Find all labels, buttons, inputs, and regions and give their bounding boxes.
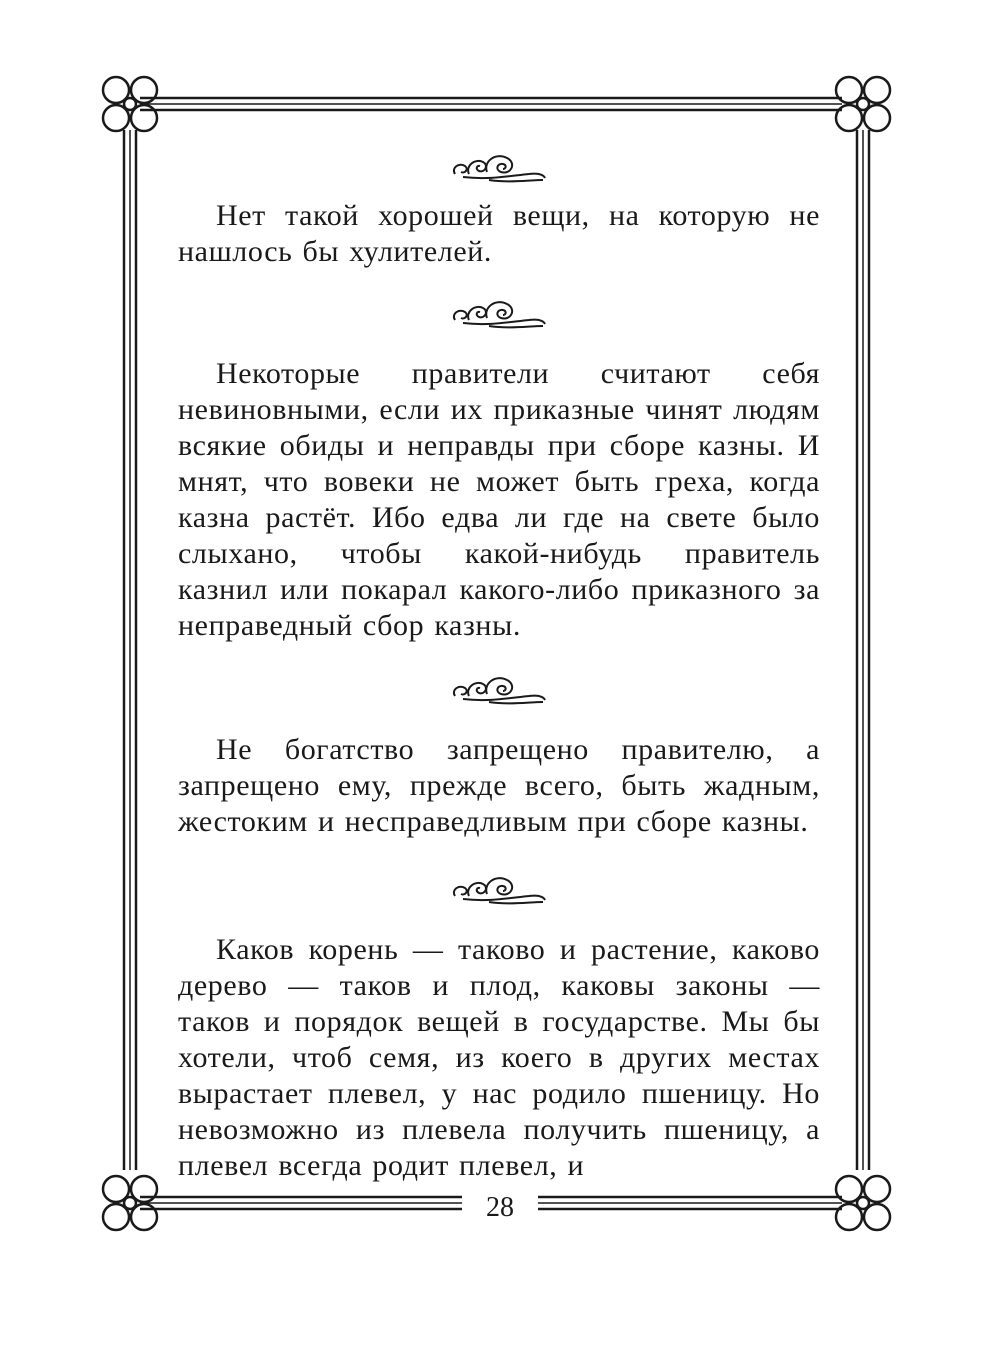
page-number: 28 xyxy=(486,1192,514,1223)
scroll-flourish-icon xyxy=(449,872,549,906)
scroll-flourish-icon xyxy=(449,296,549,330)
page-content xyxy=(178,150,820,1184)
paragraph-2: Некоторые правители считают себя невиновными, если их приказные чинят людям всякие обиды и неправды при сборе казны. И мнят, что вовеки не может быть греха, когда казна растёт. Ибо едва ли где на свете было слыхано, чтобы какой-нибудь правитель казнил или покарал какого-либо приказного за неправедный сбор казны. xyxy=(178,357,820,642)
scroll-flourish-icon xyxy=(449,672,549,706)
paragraph-4: Каков корень — таково и растение, каково дерево — таков и плод, каковы законы — таков и порядок вещей в государстве. Мы бы хотели, чтоб семя, из коего в других местах вырастает плевел, у нас родило пшеницу. Но невозможно из плевела получить пшеницу, а плевел всегда родит плевел, и xyxy=(178,933,820,1182)
celtic-knot-icon xyxy=(836,77,890,131)
paragraph-1: Нет такой хорошей вещи, на которую не нашлось бы хулителей. xyxy=(178,199,820,268)
scroll-flourish-icon xyxy=(449,150,549,184)
celtic-knot-icon xyxy=(836,1176,890,1230)
paragraph-3: Не богатство запрещено правителю, а запрещено ему, прежде всего, быть жадным, жестоким и несправедливым при сборе казны. xyxy=(178,733,820,838)
